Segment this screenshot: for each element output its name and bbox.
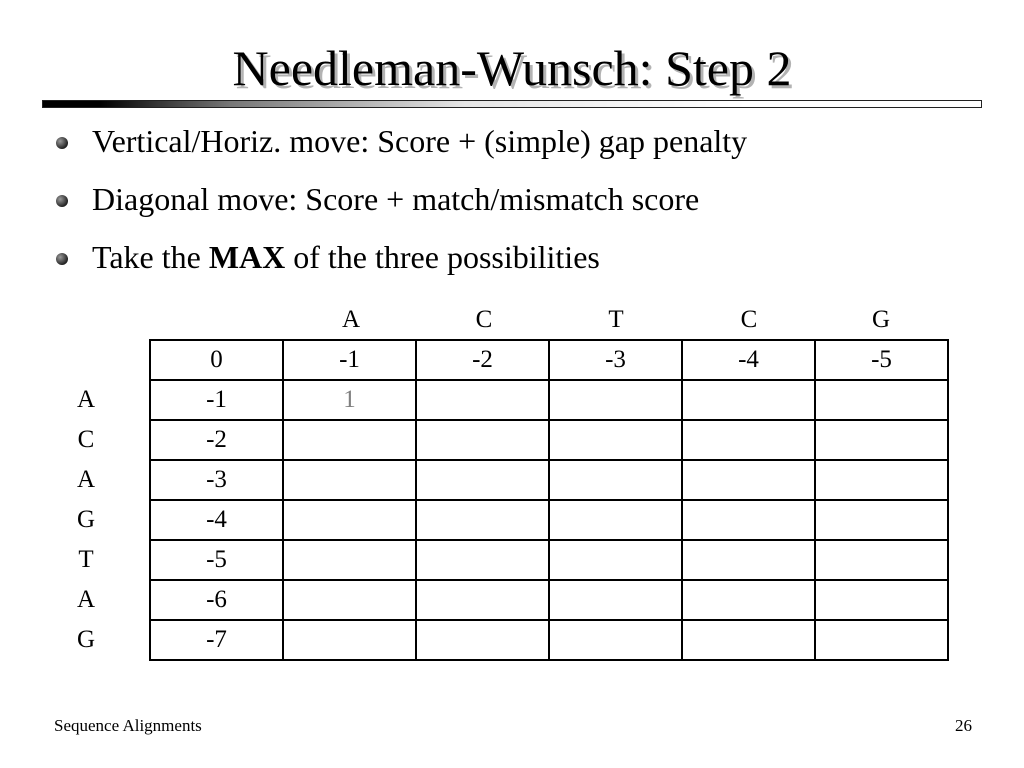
matrix-cell: -6 — [150, 580, 283, 620]
matrix-cell — [283, 500, 416, 540]
matrix-row — [150, 500, 948, 540]
matrix-cell: -4 — [682, 340, 815, 380]
matrix-cell — [283, 420, 416, 460]
matrix-cell — [549, 540, 682, 580]
matrix-cell — [682, 380, 815, 420]
matrix-cell: -2 — [416, 340, 549, 380]
matrix-cell — [682, 540, 815, 580]
bullet-dot-icon — [56, 137, 68, 149]
matrix-cell — [283, 460, 416, 500]
column-header: C — [740, 306, 758, 333]
matrix-cell — [815, 500, 948, 540]
matrix-cell — [815, 420, 948, 460]
matrix-row — [150, 540, 948, 580]
matrix-cell-computed: 1 — [283, 380, 416, 420]
matrix-cell — [682, 580, 815, 620]
matrix-cell: -3 — [549, 340, 682, 380]
row-header: A — [76, 586, 96, 613]
matrix-row — [150, 620, 948, 660]
matrix-cell: -1 — [283, 340, 416, 380]
matrix-cell — [283, 540, 416, 580]
matrix-cell: -1 — [150, 380, 283, 420]
matrix-cell — [416, 420, 549, 460]
bullet-dot-icon — [56, 253, 68, 265]
matrix-cell — [283, 580, 416, 620]
matrix-cell — [416, 540, 549, 580]
footer-title: Sequence Alignments — [54, 716, 202, 735]
matrix-cell — [549, 380, 682, 420]
matrix-row — [150, 380, 948, 420]
matrix-cell — [416, 580, 549, 620]
bullet-text: of the three possibilities — [285, 239, 600, 275]
matrix-cell — [682, 420, 815, 460]
matrix-cell — [549, 500, 682, 540]
matrix-cell — [815, 460, 948, 500]
matrix-cell: -2 — [150, 420, 283, 460]
matrix-cell — [682, 620, 815, 660]
matrix-row — [150, 580, 948, 620]
bullet-text: Diagonal move: Score + match/mismatch score — [92, 181, 700, 217]
row-header: C — [77, 426, 95, 453]
matrix-cell — [682, 500, 815, 540]
row-header: A — [76, 386, 96, 413]
matrix-row — [150, 340, 948, 380]
column-header: C — [475, 306, 493, 333]
row-header: T — [78, 546, 94, 573]
matrix-cell — [815, 380, 948, 420]
matrix-cell — [815, 620, 948, 660]
matrix-cell — [283, 620, 416, 660]
matrix-cell: -7 — [150, 620, 283, 660]
bullet-item — [52, 238, 747, 296]
matrix-cell — [549, 620, 682, 660]
matrix-row — [150, 420, 948, 460]
matrix-cell — [416, 500, 549, 540]
column-header: A — [341, 306, 361, 333]
matrix-cell — [416, 460, 549, 500]
matrix-cell — [416, 620, 549, 660]
matrix-row — [150, 460, 948, 500]
matrix-cell — [549, 460, 682, 500]
matrix-cell — [815, 580, 948, 620]
column-header: T — [608, 306, 624, 333]
row-header: G — [76, 506, 96, 533]
bullet-text: Take the — [92, 239, 209, 275]
bullet-item — [52, 122, 747, 180]
matrix-cell — [682, 460, 815, 500]
matrix-cell: -5 — [815, 340, 948, 380]
matrix-cell: 0 — [150, 340, 283, 380]
bullet-item — [52, 180, 747, 238]
matrix-cell: -3 — [150, 460, 283, 500]
matrix-cell — [549, 580, 682, 620]
matrix-cell — [815, 540, 948, 580]
bullet-dot-icon — [56, 195, 68, 207]
scoring-matrix — [149, 339, 949, 661]
matrix-cell — [416, 380, 549, 420]
column-header: G — [871, 306, 891, 333]
matrix-cell — [549, 420, 682, 460]
bullet-list — [52, 122, 747, 296]
row-header: A — [76, 466, 96, 493]
matrix-cell: -4 — [150, 500, 283, 540]
matrix-cell: -5 — [150, 540, 283, 580]
bullet-text: Vertical/Horiz. move: Score + (simple) gap penalty — [92, 123, 748, 159]
row-header: G — [76, 626, 96, 653]
page-number: 26 — [955, 716, 972, 735]
bullet-bold-text: MAX — [208, 239, 286, 275]
title-underline-bar — [42, 100, 982, 108]
slide-title: Needleman-Wunsch: Step 2 — [232, 40, 792, 96]
